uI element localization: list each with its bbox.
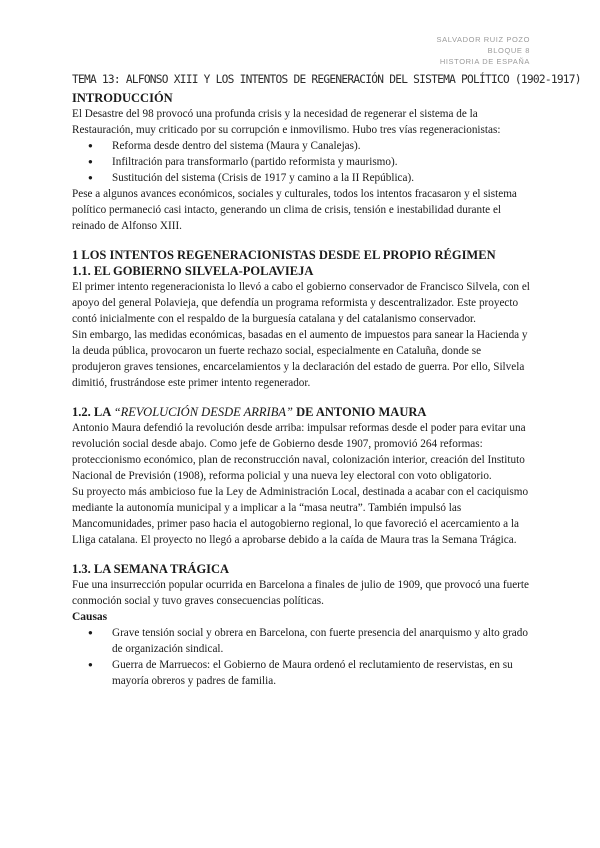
document-title: TEMA 13: ALFONSO XIII Y LOS INTENTOS DE REGENERACIÓN DEL SISTEMA POLÍTICO (1902-1917) xyxy=(72,73,581,86)
list-item: ● Infiltración para transformarlo (partido reformista y maurismo). xyxy=(112,154,530,170)
section1-2-heading-suffix: DE ANTONIO MAURA xyxy=(292,405,427,419)
list-item: ● Sustitución del sistema (Crisis de 1917 y camino a la II República). xyxy=(112,170,530,186)
header-subject: HISTORIA DE ESPAÑA xyxy=(439,57,530,66)
section1-2-heading xyxy=(72,404,530,420)
header-block: BLOQUE 8 xyxy=(487,46,530,55)
intro-bullet-list xyxy=(72,138,530,186)
section1-2-heading-prefix: 1.2. LA xyxy=(72,405,114,419)
intro-heading: INTRODUCCIÓN xyxy=(72,91,173,105)
intro-closing: Pese a algunos avances económicos, sociales y culturales, todos los intentos fracasaron y el sistema político permaneció casi intacto, generando un clima de crisis, tensión e inestabilidad durante el reinado de Alfonso XIII. xyxy=(72,188,517,232)
intro-paragraph: El Desastre del 98 provocó una profunda crisis y la necesidad de regenerar el sistema de la Restauración, muy criticado por su corrupción e inmovilismo. Hubo tres vías regeneracionistas: xyxy=(72,108,501,136)
list-item: ● Reforma desde dentro del sistema (Maura y Canalejas). xyxy=(112,138,530,154)
section1-heading: 1 LOS INTENTOS REGENERACIONISTAS DESDE EL PROPIO RÉGIMEN xyxy=(72,248,496,262)
section1-1-paragraph-1: El primer intento regeneracionista lo llevó a cabo el gobierno conservador de Francisco Silvela, con el apoyo del general Polavieja, que defendía un programa reformista y descentralizador. Este proyecto contó inicialmente con el respaldo de la burguesía catalana y del catalanismo conservador. xyxy=(72,281,530,325)
list-item: ● Guerra de Marruecos: el Gobierno de Maura ordenó el reclutamiento de reservistas, en su mayoría obreros y padres de familia. xyxy=(112,657,530,689)
section1-1-paragraph-2: Sin embargo, las medidas económicas, basadas en el aumento de impuestos para sanear la Hacienda y la deuda pública, provocaron un fuerte rechazo social, especialmente en Cataluña, donde se produjeron graves tensiones, encarcelamientos y la declaración del estado de guerra. Por ello, Silvela dimitió, frustrándose este primer intento regenerador. xyxy=(72,329,528,389)
section1-2-heading-italic: “REVOLUCIÓN DESDE ARRIBA” xyxy=(113,405,293,419)
section1-2-paragraph-2: Su proyecto más ambicioso fue la Ley de Administración Local, destinada a acabar con el caciquismo mediante la autonomía municipal y a implicar a la “masa neutra”. También impulsó las Mancomunidades, primer paso hacia el autogobierno regional, lo que favoreció el acercamiento a la Lliga catalana. El proyecto no llegó a aprobarse debido a la caída de Maura tras la Semana Trágica. xyxy=(72,486,529,546)
section1-1-heading: 1.1. EL GOBIERNO SILVELA-POLAVIEJA xyxy=(72,264,314,278)
list-item: ● Grave tensión social y obrera en Barcelona, con fuerte presencia del anarquismo y alto grado de organización sindical. xyxy=(112,625,530,657)
page-header xyxy=(437,34,530,67)
section1-3-paragraph-1: Fue una insurrección popular ocurrida en Barcelona a finales de julio de 1909, que provocó una fuerte conmoción social y tuvo graves consecuencias políticas. xyxy=(72,579,529,607)
section1-3-heading: 1.3. LA SEMANA TRÁGICA xyxy=(72,562,230,576)
section1-2-paragraph-1: Antonio Maura defendió la revolución desde arriba: impulsar reformas desde el poder para evitar una revolución social desde abajo. Como jefe de Gobierno desde 1907, promovió 264 reformas: proteccionismo económico, plan de reconstrucción naval, colonización interior, creación del Instituto Nacional de Previsión (1908), reforma policial y una nueva ley electoral con voto obligatorio. xyxy=(72,422,526,482)
header-author: SALVADOR RUIZ POZO xyxy=(436,35,530,44)
causes-list xyxy=(72,625,530,689)
document-body xyxy=(72,72,581,689)
causes-label: Causas xyxy=(72,611,108,623)
